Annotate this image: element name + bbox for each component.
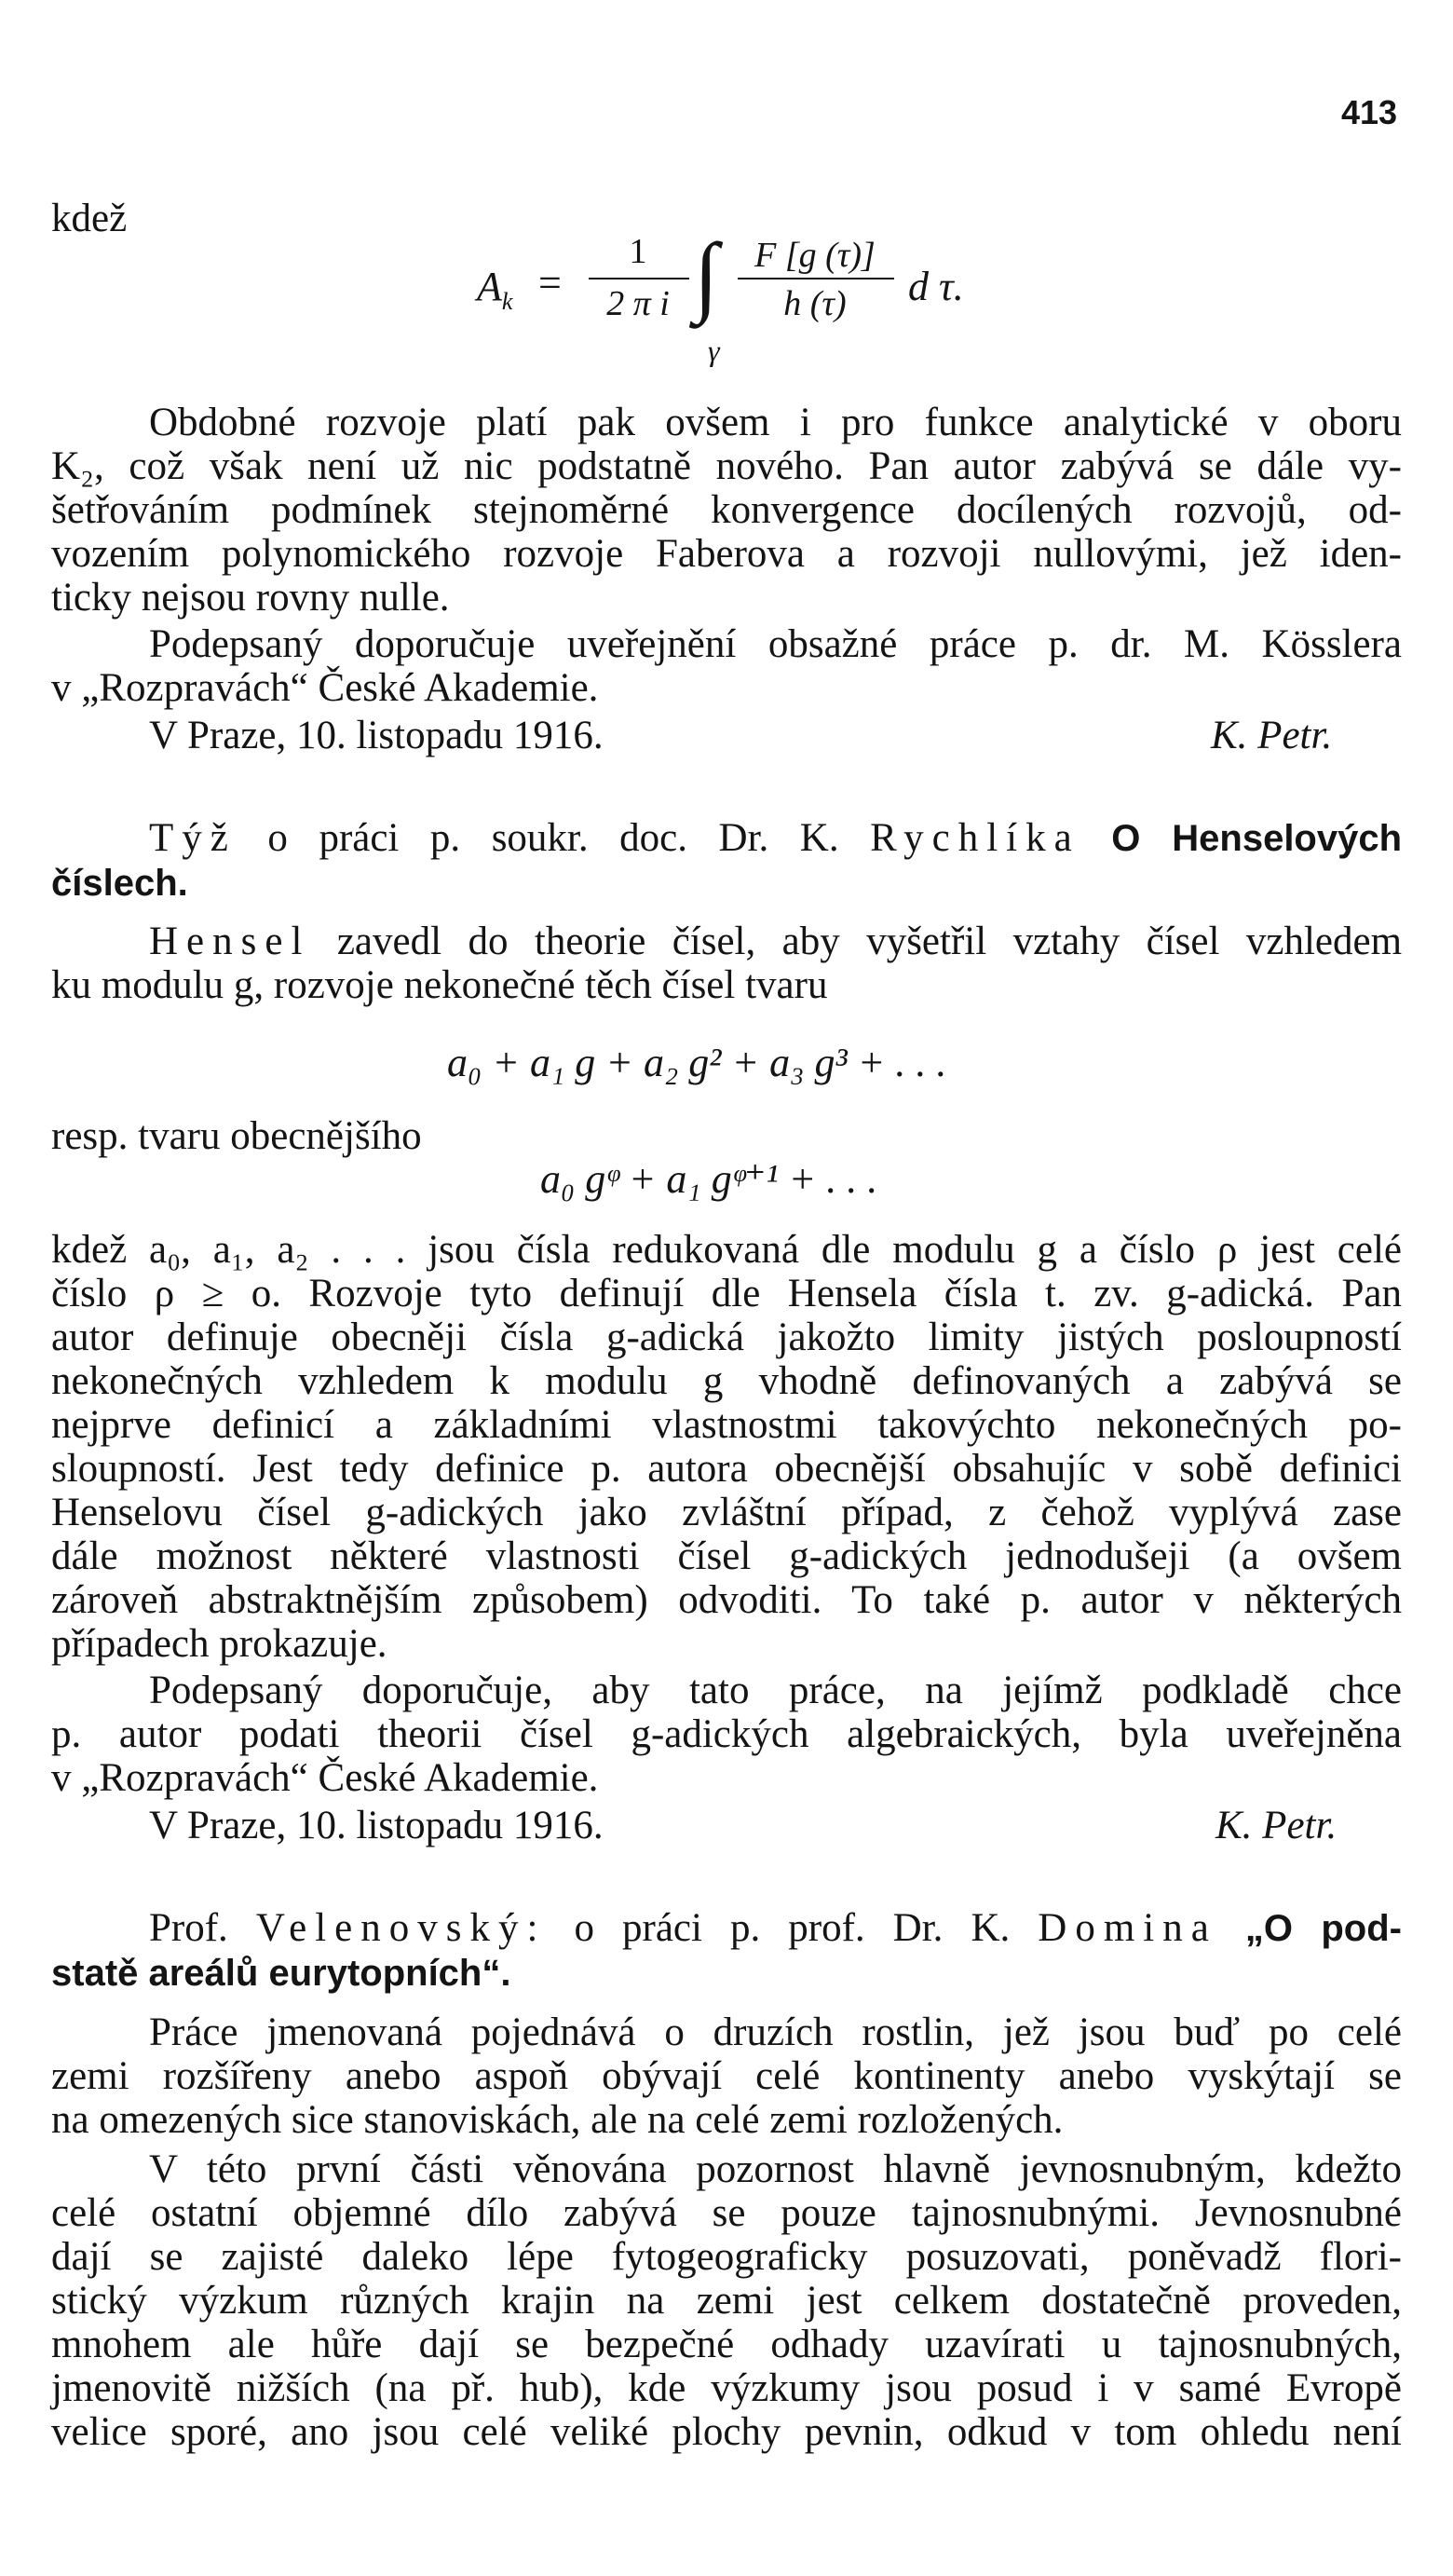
integral-subscript: γ [708, 334, 720, 367]
formula-lhs [477, 263, 512, 316]
p2-line: ku modulu g, rozvoje nekonečné těch čísel tvaru [51, 963, 828, 1007]
p2-heading-cont: číslech. [51, 863, 188, 904]
p2-rec-line: Podepsaný doporučuje, aby tato práce, na jejímž podkladě chce [149, 1669, 1402, 1712]
p3-heading [149, 1906, 1402, 1951]
p2-line: kdež a₀, a₁, a₂ . . . jsou čísla redukovaná dle modulu g a číslo ρ jest celé [51, 1228, 1402, 1272]
frac2-bar [738, 278, 894, 279]
p2-head-title: O Henselových [1111, 818, 1403, 859]
p3-para2-line: stický výzkum různých krajin na zemi jest celkem dostatečně proveden, [51, 2279, 1402, 2323]
p3-para2-line: dají se zajisté daleko lépe fytogeograficky posuzovati, poněvadž flori- [51, 2235, 1402, 2279]
p2-rec-line: p. autor podati theorii čísel g-adických algebraických, byla uveřejněna [51, 1712, 1402, 1756]
p2-resp: resp. tvaru obecnějšího [51, 1114, 422, 1158]
p1-signature: K. Petr. [1211, 714, 1333, 757]
frac1-numerator: 1 [629, 232, 647, 271]
formula-lhs-subscript: k [501, 287, 513, 315]
p3-para2-line: velice sporé, ano jsou celé veliké plochy pevnin, odkud v tom ohledu není [51, 2410, 1402, 2454]
formula-tail: d τ. [908, 264, 964, 309]
p2-line: případech prokazuje. [51, 1622, 387, 1666]
p2-head-author: Týž [149, 816, 237, 860]
p1-rec-line: Podepsaný doporučuje uveřejnění obsažné práce p. dr. M. Kösslera [149, 622, 1402, 666]
page-number: 413 [1341, 93, 1398, 131]
p2-line-rest: zavedl do theorie čísel, aby vyšetřil vztahy čísel vzhledem [336, 920, 1403, 963]
p3-para1-line: Práce jmenovaná pojednává o druzích rostlin, jež jsou buď po celé [149, 2010, 1402, 2054]
p2-line [149, 920, 1402, 964]
p2-line: dále možnost některé vlastnosti čísel g-adických jednodušeji (a ovšem [51, 1534, 1402, 1578]
p3-para1-line: na omezených sice stanoviskách, ale na celé zemi rozložených. [51, 2098, 1064, 2142]
p1-line: vozením polynomického rozvoje Faberova a rozvoji nullovými, jež iden- [51, 532, 1402, 576]
p3-para2-line: celé ostatní objemné dílo zabývá se pouze tajnosnubnými. Jevnosnubné [51, 2191, 1402, 2235]
frac2-denominator: h (τ) [783, 284, 847, 323]
p2-line: Henselovu čísel g-adických jako zvláštní případ, z čehož vyplývá zase [51, 1491, 1402, 1534]
p2-heading [149, 816, 1402, 861]
formula-equals: = [538, 260, 562, 306]
p2-signature: K. Petr. [1215, 1804, 1338, 1847]
p3-head-title: „O pod- [1244, 1908, 1402, 1949]
frac2-numerator: F [g (τ)] [754, 236, 876, 275]
p2-line: sloupností. Jest tedy definice p. autora obecnější obsahujíc v sobě definici [51, 1447, 1402, 1491]
p3-para2-line: V této první části věnována pozornost hlavně jevnosnubným, kdežto [149, 2147, 1402, 2191]
series-formula-1: a₀ + a₁ g + a₂ g² + a₃ g³ + . . . [447, 1040, 947, 1085]
frac1-bar [589, 278, 689, 279]
p2-head-mid: o práci p. soukr. doc. Dr. K. [267, 816, 839, 860]
p2-line: číslo ρ ≥ o. Rozvoje tyto definují dle Hensela čísla t. zv. g-adická. Pan [51, 1272, 1402, 1315]
frac1-denominator: 2 π i [606, 284, 670, 323]
formula-lhs-symbol: A [477, 264, 502, 309]
p2-rec-line: v „Rozpravách“ České Akademie. [51, 1756, 599, 1800]
p3-head-prof: Prof. [149, 1906, 228, 1950]
p1-line: K₂, což však není už nic podstatně nového. Pan autor zabývá se dále vy- [51, 444, 1402, 488]
p2-hensel: Hensel [149, 920, 311, 963]
p2-line: nekonečných vzhledem k modulu g vhodně definovaných a zabývá se [51, 1359, 1402, 1403]
p3-head-mid: o práci p. prof. Dr. K. [574, 1906, 1011, 1950]
integral-sign: ∫ [694, 225, 719, 324]
p1-line: Obdobné rozvoje platí pak ovšem i pro funkce analytické v oboru [149, 401, 1402, 444]
p2-line: nejprve definicí a základními vlastnostmi takovýchto nekonečných po- [51, 1403, 1402, 1447]
p3-heading-cont: statě areálů eurytopních“. [51, 1953, 511, 1994]
p2-date: V Praze, 10. listopadu 1916. [149, 1804, 604, 1847]
p3-para2-line: jmenovitě nižších (na př. hub), kde výzkumy jsou posud i v samé Evropě [51, 2366, 1402, 2410]
intro-word: kdež [51, 197, 128, 240]
p3-para2-line: mnohem ale hůře dají se bezpečné odhady uzavírati u tajnosnubných, [51, 2323, 1402, 2366]
series-formula-2: a₀ gᵠ + a₁ gᵠ⁺¹ + . . . [540, 1156, 878, 1202]
p1-rec-line: v „Rozpravách“ České Akademie. [51, 666, 599, 710]
p1-date: V Praze, 10. listopadu 1916. [149, 714, 604, 757]
p1-line: šetřováním podmínek stejnoměrné konvergence docílených rozvojů, od- [51, 488, 1402, 532]
p3-para1-line: zemi rozšířeny anebo aspoň obývají celé kontinenty anebo vyskýtají se [51, 2054, 1402, 2098]
p3-head-author: Velenovský: [255, 1906, 547, 1950]
p2-line: autor definuje obecněji čísla g-adická jakožto limity jistých posloupností [51, 1315, 1402, 1359]
p2-head-name: Rychlíka [870, 816, 1080, 860]
p2-line: zároveň abstraktnějším způsobem) odvoditi. To také p. autor v některých [51, 1578, 1402, 1622]
p1-line: ticky nejsou rovny nulle. [51, 576, 450, 620]
p3-head-name: Domina [1038, 1906, 1217, 1950]
